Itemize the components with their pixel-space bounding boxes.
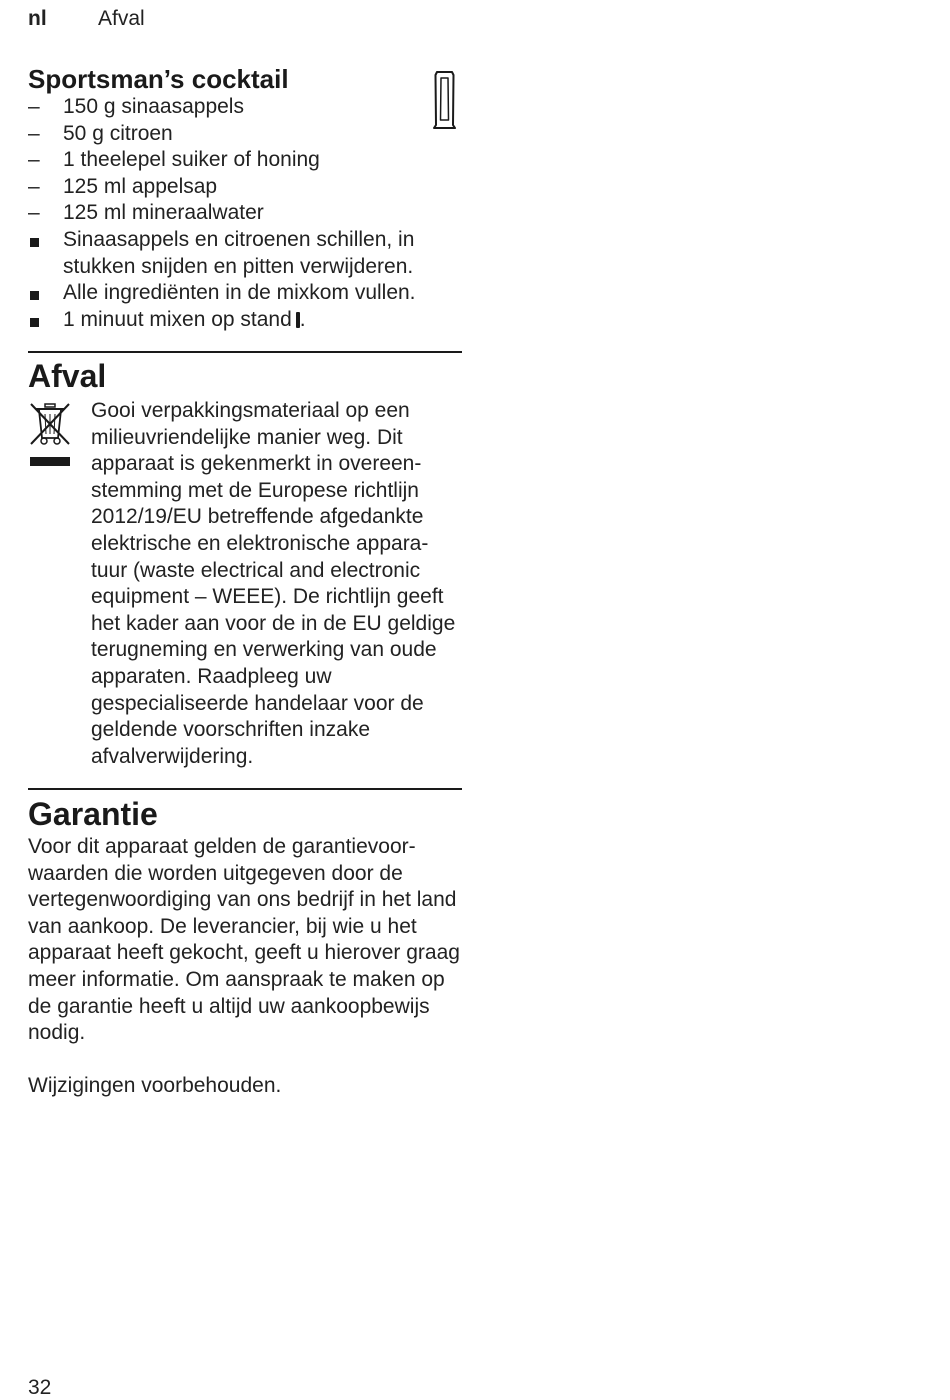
cocktail-title: Sportsman’s cocktail xyxy=(28,64,289,94)
afval-section xyxy=(28,358,462,770)
garantie-note: Wijzigingen voorbehouden. xyxy=(28,1073,282,1097)
list-item: – 125 ml mineraalwater xyxy=(28,200,462,227)
dash-marker: – xyxy=(28,121,40,145)
square-bullet-icon xyxy=(30,291,39,300)
afval-title: Afval xyxy=(28,358,107,394)
list-item: Alle ingrediënten in de mixkom vullen. xyxy=(28,280,462,307)
page-header xyxy=(28,6,145,32)
cocktail-section xyxy=(28,64,462,333)
dash-marker: – xyxy=(28,95,40,118)
square-bullet-icon xyxy=(30,318,39,327)
section-divider xyxy=(28,788,462,790)
list-item: – 150 g sinaasappels xyxy=(28,94,462,121)
afval-body xyxy=(28,398,462,770)
garantie-section xyxy=(28,796,462,1099)
list-item: – 1 theelepel suiker of honing xyxy=(28,147,462,174)
list-item: 1 minuut mixen op stand . xyxy=(28,307,462,334)
weee-bar-icon xyxy=(30,457,70,466)
list-item: Sinaasappels en citroenen schillen, in stukken snijden en pitten verwijderen. xyxy=(28,227,462,280)
square-bullet-icon xyxy=(30,238,39,247)
garantie-title: Garantie xyxy=(28,796,158,832)
header-section: Afval xyxy=(98,7,145,30)
dash-marker: – xyxy=(28,174,40,198)
page-number: 32 xyxy=(28,1376,52,1399)
language-code: nl xyxy=(28,7,47,30)
dash-marker: – xyxy=(28,148,40,172)
ingredient-list xyxy=(28,94,462,227)
crossed-out-wheelie-bin-icon xyxy=(28,402,72,446)
list-item: – 125 ml appelsap xyxy=(28,174,462,201)
step-list xyxy=(28,227,462,333)
afval-text: Gooi verpakkingsmateriaal op een milieuvriendelijke manier weg. Dit apparaat is gekenmerkt in overeen-stemming met de Europese richtlijn 2012/19/EU betreffende afgedankte elektrische en elektronische appara-tuur (waste electrical and electronic equipment – WEEE). De richtlijn geeft het kader aan voor de in de EU geldige terugneming en verwerking van oude apparaten. Raadpleeg uw gespecialiseerde handelaar voor de geldende voorschriften inzake afvalverwijdering. xyxy=(91,399,456,768)
dash-marker: – xyxy=(28,201,40,225)
section-divider xyxy=(28,351,462,353)
list-item: – 50 g citroen xyxy=(28,121,462,148)
garantie-text: Voor dit apparaat gelden de garantievoor-waarden die worden uitgegeven door de vertegenwoordiging van ons bedrijf in het land van aankoop. De leverancier, bij wie u het apparaat heeft gekocht, geeft u hierover graag meer informatie. Om aanspraak te maken op de garantie heeft u altijd uw aankoopbewijs nodig. xyxy=(28,835,460,1045)
